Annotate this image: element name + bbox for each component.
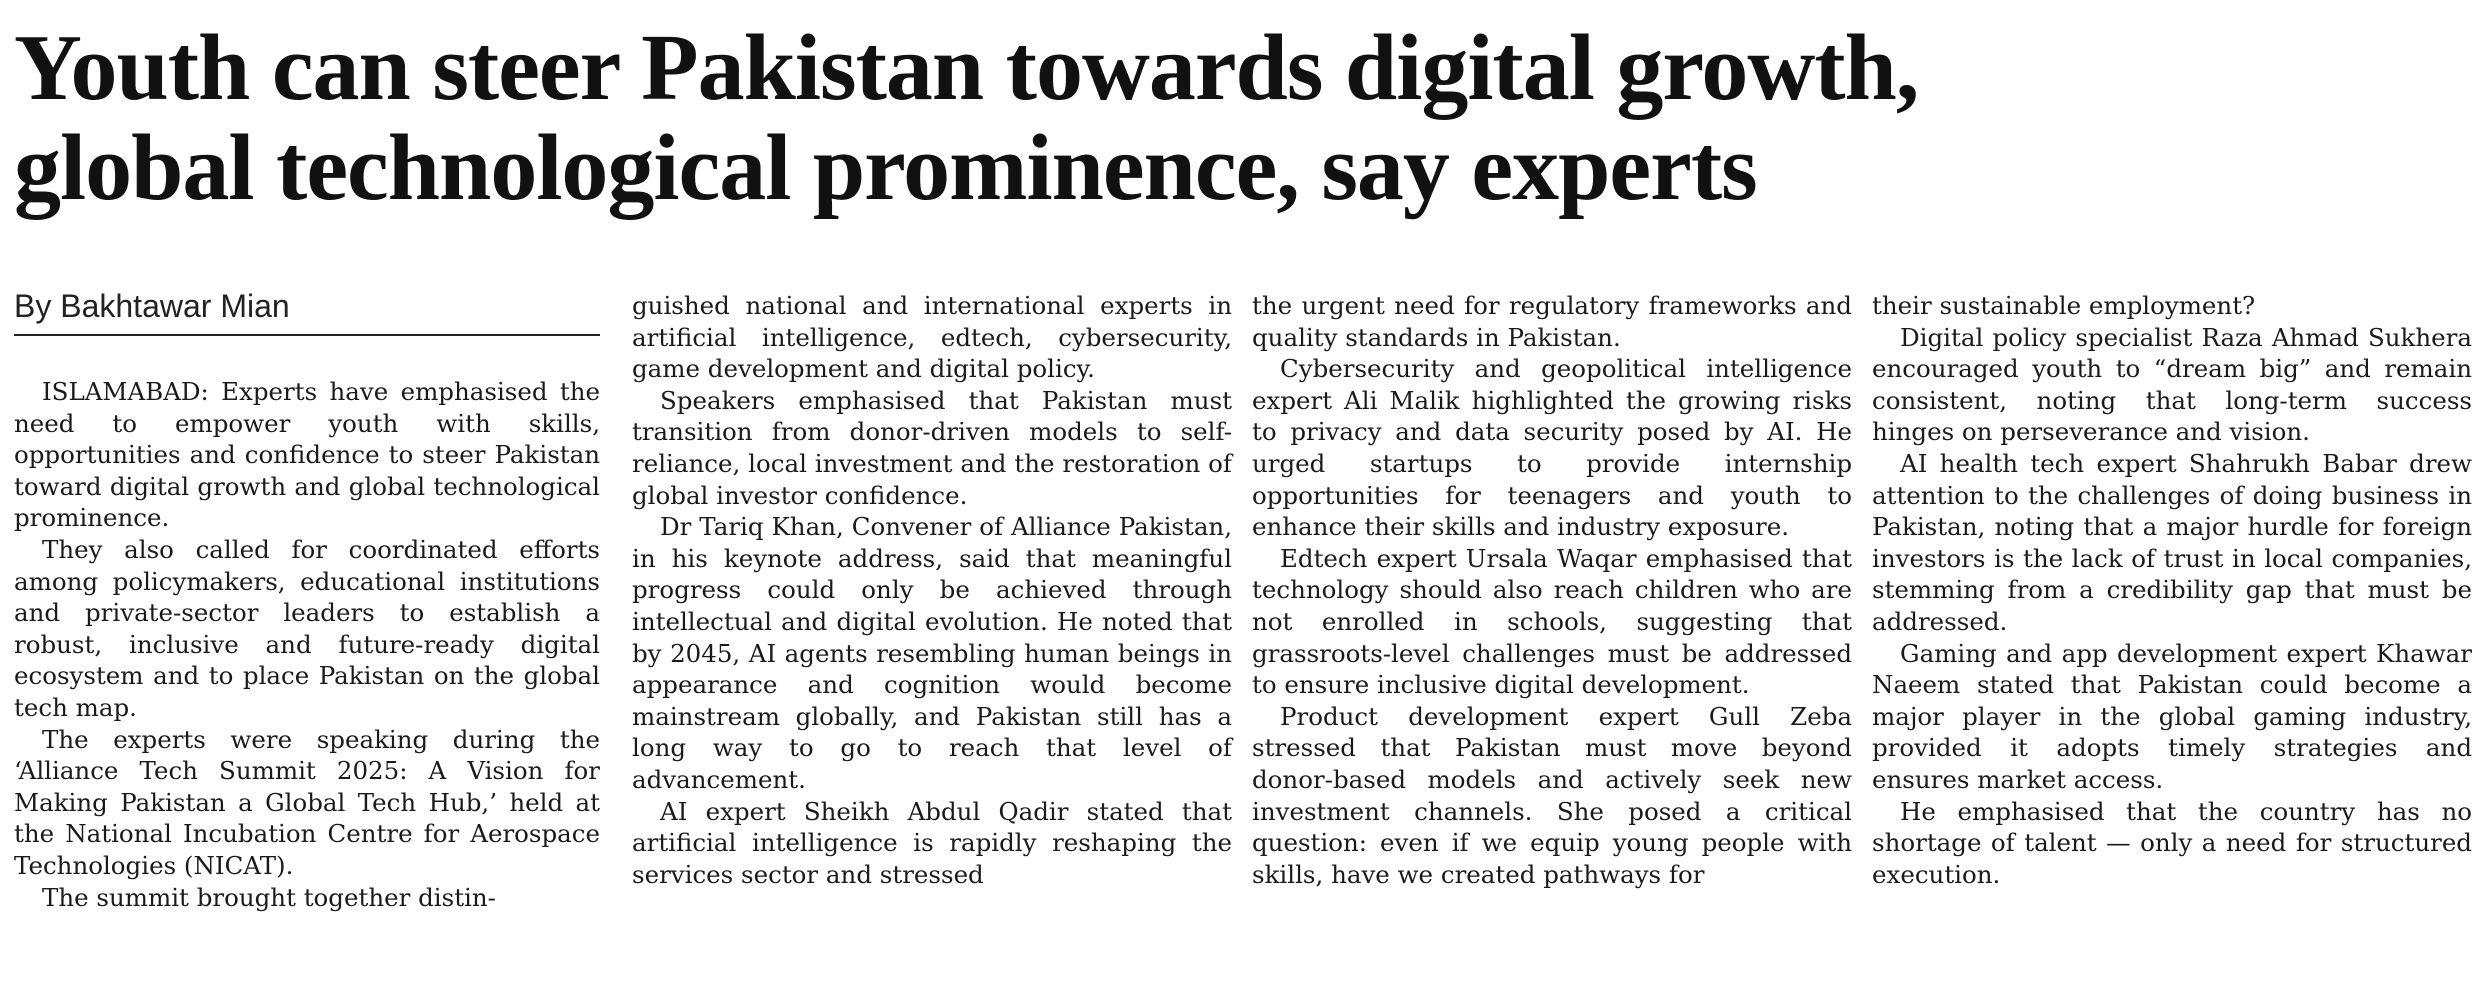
paragraph: Speakers emphasised that Pakistan must transition from donor-driven models to self-reliance, local investment and the restoration of global investor confidence. bbox=[632, 385, 1232, 510]
paragraph: ISLAMABAD: Experts have emphasised the need to empower youth with skills, opportunities and confidence to steer Pakistan toward digital growth and global technological prominence. bbox=[14, 377, 600, 533]
headline-line-1: Youth can steer Pakistan towards digital growth, bbox=[14, 16, 1919, 120]
article-column-4 bbox=[1872, 290, 2472, 890]
paragraph: Gaming and app development expert Khawar Naeem stated that Pakistan could become a major player in the global gaming industry, provided it adopts timely strategies and ensures market access. bbox=[1872, 638, 2472, 794]
article-column-1 bbox=[14, 376, 600, 913]
article-column-3 bbox=[1252, 290, 1852, 890]
paragraph: the urgent need for regulatory frameworks and quality standards in Pakistan. bbox=[1252, 291, 1852, 352]
paragraph: The experts were speaking during the ‘Alliance Tech Summit 2025: A Vision for Making Pakistan a Global Tech Hub,’ held at the National Incubation Centre for Aerospace Technologies (NICAT). bbox=[14, 724, 600, 880]
paragraph: Edtech expert Ursala Waqar emphasised that technology should also reach children who are not enrolled in schools, suggesting that grassroots-level challenges must be addressed to ensure inclusive digital development. bbox=[1252, 543, 1852, 700]
paragraph: Cybersecurity and geopolitical intelligence expert Ali Malik highlighted the growing risks to privacy and data security posed by AI. He urged startups to provide internship opportunities for teenagers and youth to enhance their skills and industry exposure. bbox=[1252, 354, 1852, 542]
headline bbox=[14, 18, 2464, 218]
paragraph: guished national and international experts in artificial intelligence, edtech, cybersecurity, game development and digital policy. bbox=[632, 291, 1232, 384]
paragraph: Dr Tariq Khan, Convener of Alliance Pakistan, in his keynote address, said that meaningful progress could only be achieved through intellectual and digital evolution. He noted that by 2045, AI agents resembling human beings in appearance and cognition would become mainstream globally, and Pakistan still has a long way to go to reach that level of advancement. bbox=[632, 512, 1232, 794]
paragraph: Digital policy specialist Raza Ahmad Sukhera encouraged youth to “dream big” and remain consistent, noting that long-term success hinges on perseverance and vision. bbox=[1872, 322, 2472, 447]
paragraph: AI expert Sheikh Abdul Qadir stated that artificial intelligence is rapidly reshaping the services sector and stressed bbox=[632, 796, 1232, 889]
paragraph: Product development expert Gull Zeba stressed that Pakistan must move beyond donor-based models and actively seek new investment channels. She posed a critical question: even if we equip young people with skills, have we created pathways for bbox=[1252, 701, 1852, 889]
paragraph: AI health tech expert Shahrukh Babar drew attention to the challenges of doing business in Pakistan, noting that a major hurdle for foreign investors is the lack of trust in local companies, stemming from a credibility gap that must be addressed. bbox=[1872, 448, 2472, 636]
paragraph: The summit brought together distin- bbox=[42, 882, 496, 912]
headline-line-2: global technological prominence, say experts bbox=[14, 116, 1757, 220]
article-column-2 bbox=[632, 290, 1232, 890]
paragraph: their sustainable employment? bbox=[1872, 291, 2256, 320]
paragraph: He emphasised that the country has no shortage of talent — only a need for structured execution. bbox=[1872, 796, 2472, 889]
paragraph: They also called for coordinated efforts among policymakers, educational institutions and private-sector leaders to establish a robust, inclusive and future-ready digital ecosystem and to place Pakistan on the global tech map. bbox=[14, 534, 600, 722]
byline: By Bakhtawar Mian bbox=[14, 286, 600, 336]
